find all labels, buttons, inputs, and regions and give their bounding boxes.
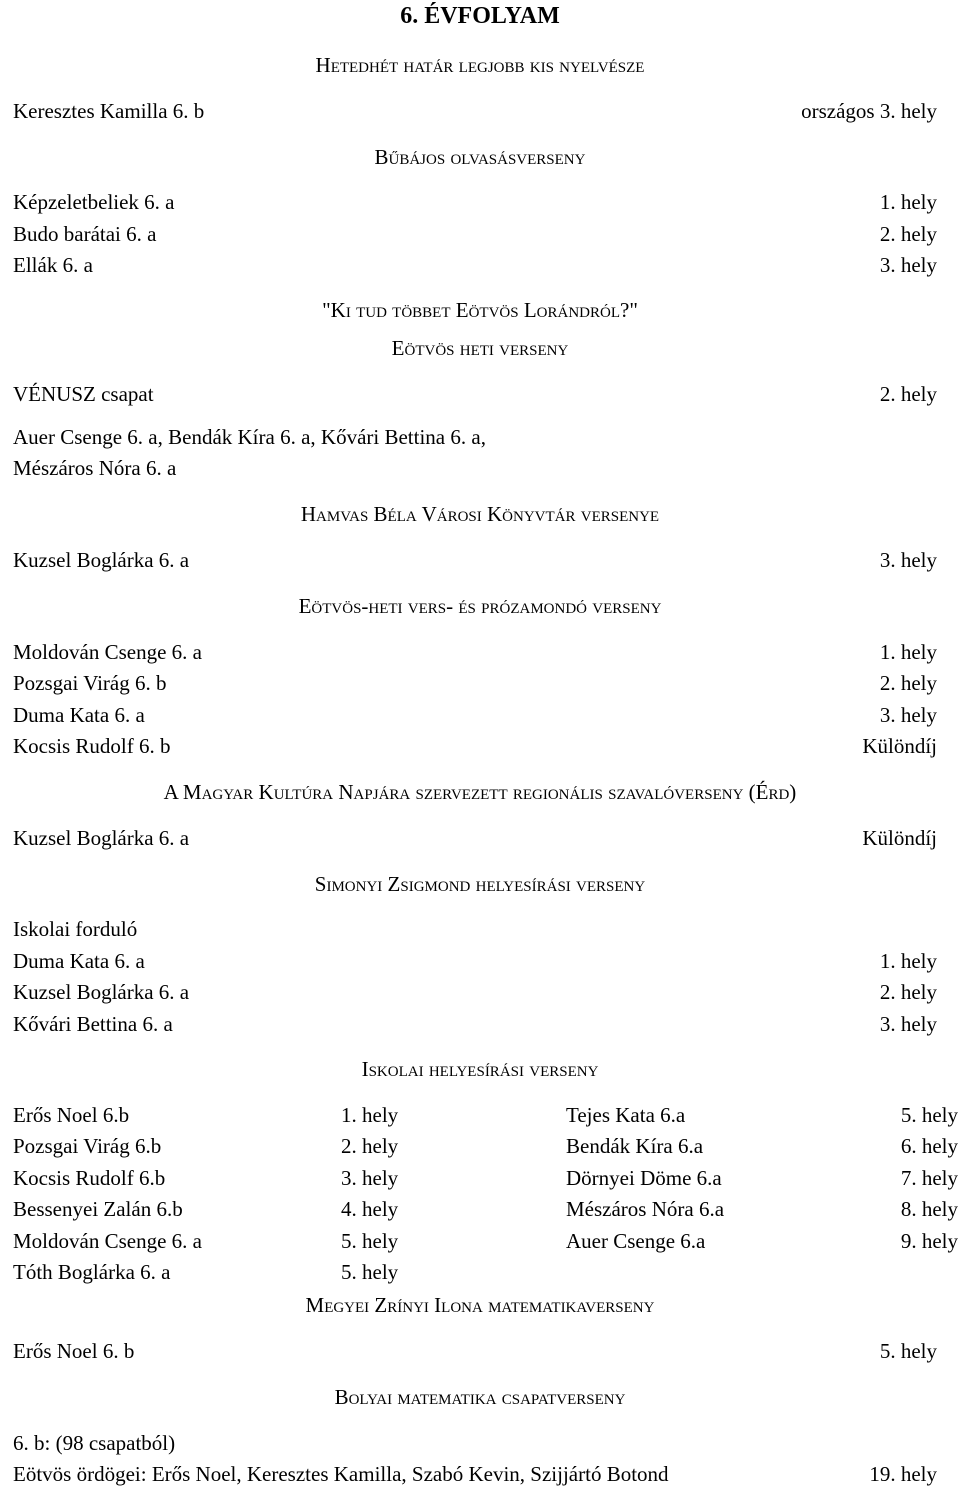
team-name: VÉNUSZ csapat bbox=[13, 382, 154, 406]
result-name: Pozsgai Virág 6. b bbox=[13, 671, 167, 695]
section-title-szavaloverseny: A Magyar Kultúra Napjára szervezett regionális szavalóverseny (Érd) bbox=[163, 780, 797, 804]
result-place: 6. hely bbox=[900, 1134, 958, 1158]
result-place: 19. hely bbox=[869, 1462, 937, 1486]
result-name: Kocsis Rudolf 6.b bbox=[13, 1166, 166, 1190]
result-name: Keresztes Kamilla 6. b bbox=[13, 99, 205, 123]
result-name: Auer Csenge 6.a bbox=[566, 1229, 706, 1253]
team-members: Auer Csenge 6. a, Bendák Kíra 6. a, Kővári Bettina 6. a, bbox=[13, 425, 486, 449]
result-place: 5. hely bbox=[341, 1229, 399, 1253]
section-title-nyelvesz: Hetedhét határ legjobb kis nyelvésze bbox=[315, 53, 645, 77]
result-name: Kocsis Rudolf 6. b bbox=[13, 734, 171, 758]
result-place: 3. hely bbox=[879, 703, 937, 727]
result-place: 1. hely bbox=[341, 1103, 399, 1127]
result-place: 8. hely bbox=[900, 1197, 958, 1221]
section-title-zrinyi: Megyei Zrínyi Ilona matematikaverseny bbox=[305, 1293, 655, 1317]
result-place: 2. hely bbox=[341, 1134, 399, 1158]
result-name: Moldován Csenge 6. a bbox=[13, 640, 202, 664]
result-place: Különdíj bbox=[862, 826, 937, 850]
result-name: Duma Kata 6. a bbox=[13, 703, 145, 727]
section-title-simonyi: Simonyi Zsigmond helyesírási verseny bbox=[314, 872, 646, 896]
team-info: 6. b: (98 csapatból) bbox=[13, 1431, 176, 1455]
result-place: 4. hely bbox=[341, 1197, 399, 1221]
result-name: Bessenyei Zalán 6.b bbox=[13, 1197, 183, 1221]
section-title-iskolai-helyesiras: Iskolai helyesírási verseny bbox=[361, 1057, 599, 1081]
result-name: Kuzsel Boglárka 6. a bbox=[13, 826, 190, 850]
section-title-bolyai: Bolyai matematika csapatverseny bbox=[334, 1385, 626, 1409]
result-place: 3. hely bbox=[341, 1166, 399, 1190]
section-title-versmondo: Eötvös-heti vers- és prózamondó verseny bbox=[298, 594, 662, 618]
result-name: Tóth Boglárka 6. a bbox=[13, 1260, 171, 1284]
result-name: Bendák Kíra 6.a bbox=[566, 1134, 704, 1158]
grade-title: 6. ÉVFOLYAM bbox=[400, 3, 560, 29]
result-place: Különdíj bbox=[862, 734, 937, 758]
result-name: Duma Kata 6. a bbox=[13, 949, 145, 973]
result-name: Kővári Bettina 6. a bbox=[13, 1012, 173, 1036]
result-place: 3. hely bbox=[879, 253, 937, 277]
section-title-konyvtar: Hamvas Béla Városi Könyvtár versenye bbox=[300, 502, 660, 526]
result-place: 3. hely bbox=[879, 1012, 937, 1036]
result-place: 2. hely bbox=[879, 671, 937, 695]
result-place: 7. hely bbox=[900, 1166, 958, 1190]
result-name: Mészáros Nóra 6.a bbox=[566, 1197, 725, 1221]
result-name: Erős Noel 6.b bbox=[13, 1103, 130, 1127]
result-place: 2. hely bbox=[879, 980, 937, 1004]
result-name: Kuzsel Boglárka 6. a bbox=[13, 980, 190, 1004]
result-place: 5. hely bbox=[900, 1103, 958, 1127]
result-place: 9. hely bbox=[900, 1229, 958, 1253]
result-place: 3. hely bbox=[879, 548, 937, 572]
result-name: Tejes Kata 6.a bbox=[566, 1103, 686, 1127]
result-name: Dörnyei Döme 6.a bbox=[566, 1166, 722, 1190]
round-label: Iskolai forduló bbox=[13, 917, 138, 941]
result-place: 5. hely bbox=[879, 1339, 937, 1363]
result-place: 1. hely bbox=[879, 640, 937, 664]
section-subtitle-eotvos-heti: Eötvös heti verseny bbox=[391, 336, 569, 360]
result-name: Képzeletbeliek 6. a bbox=[13, 190, 175, 214]
result-name: Moldován Csenge 6. a bbox=[13, 1229, 202, 1253]
result-place: 1. hely bbox=[879, 190, 937, 214]
result-place: 1. hely bbox=[879, 949, 937, 973]
result-name: Ellák 6. a bbox=[13, 253, 93, 277]
result-place: 2. hely bbox=[879, 382, 937, 406]
section-title-eotvos-quiz: "Ki tud többet Eötvös Lorándról?" bbox=[322, 298, 638, 322]
result-name: Budo barátai 6. a bbox=[13, 222, 157, 246]
result-place: 5. hely bbox=[341, 1260, 399, 1284]
result-place: 2. hely bbox=[879, 222, 937, 246]
team-members-cont: Mészáros Nóra 6. a bbox=[13, 456, 177, 480]
result-place: országos 3. hely bbox=[801, 99, 937, 123]
result-name: Pozsgai Virág 6.b bbox=[13, 1134, 162, 1158]
result-name: Kuzsel Boglárka 6. a bbox=[13, 548, 190, 572]
section-title-olvasasverseny: Bűbájos olvasásverseny bbox=[374, 145, 586, 169]
result-name: Erős Noel 6. b bbox=[13, 1339, 135, 1363]
team-members: Eötvös ördögei: Erős Noel, Keresztes Kamilla, Szabó Kevin, Szijjártó Botond bbox=[13, 1462, 669, 1486]
